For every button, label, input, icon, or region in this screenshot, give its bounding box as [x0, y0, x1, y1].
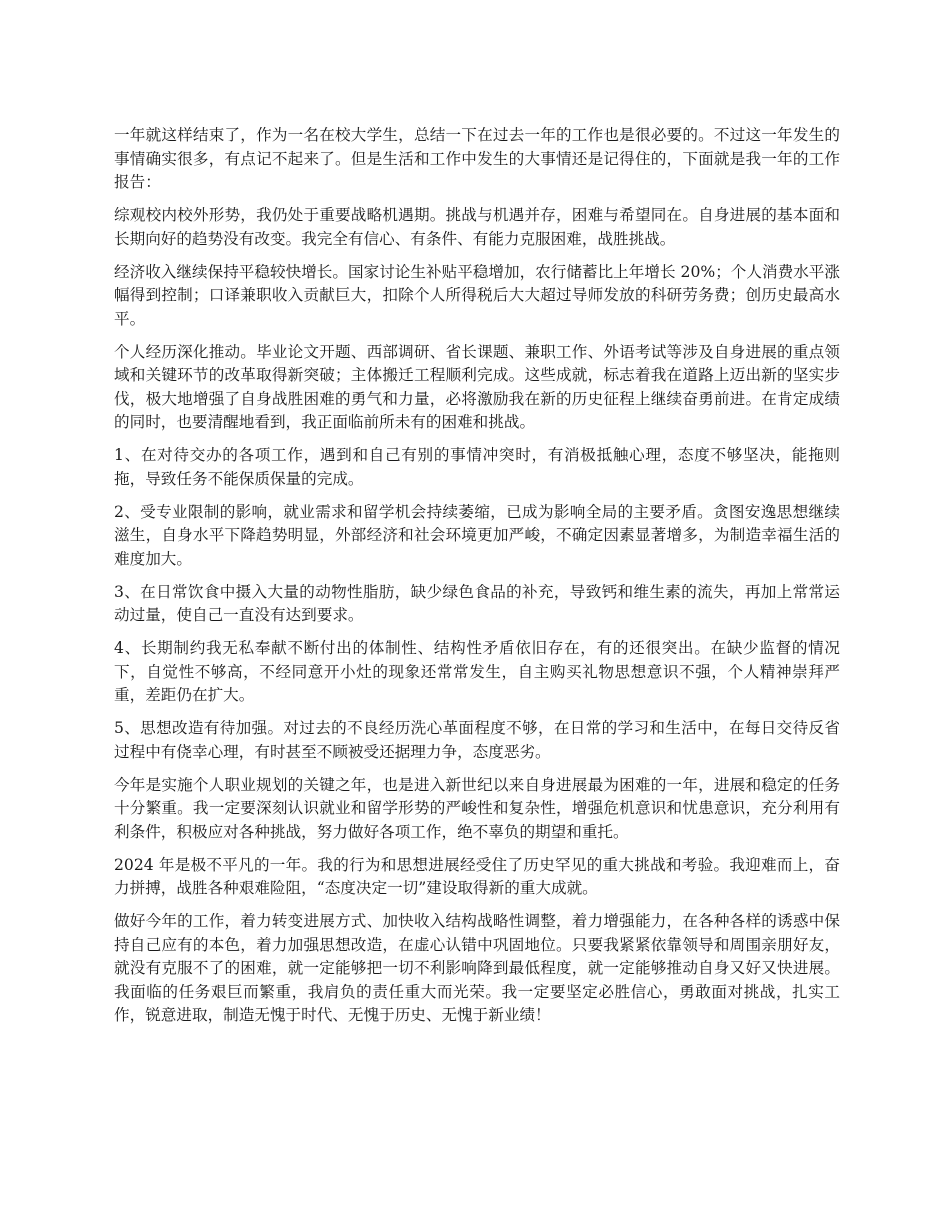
paragraph-issue-1: 1、在对待交办的各项工作，遇到和自己有别的事情冲突时，有消极抵触心理，态度不够坚决，能拖则拖，导致任务不能保质保量的完成。	[114, 446, 840, 488]
paragraph-intro: 一年就这样结束了，作为一名在校大学生，总结一下在过去一年的工作也是很必要的。不过这一年发生的事情确实很多，有点记不起来了。但是生活和工作中发生的大事情还是记得住的，下面就是我一年的工作报告：	[114, 126, 840, 191]
paragraph-this-year: 今年是实施个人职业规划的关键之年，也是进入新世纪以来自身进展最为困难的一年，进展和稳定的任务十分繁重。我一定要深刻认识就业和留学形势的严峻性和复杂性，增强危机意识和忧患意识，充分利用有利条件，积极应对各种挑战，努力做好各项工作，绝不辜负的期望和重托。	[114, 775, 840, 841]
paragraph-income: 经济收入继续保持平稳较快增长。国家讨论生补贴平稳增加，农行储蓄比上年增长 20%；个人消费水平涨幅得到控制；口译兼职收入贡献巨大，扣除个人所得税后大大超过导师发放的科研劳务费；创历史最高水平。	[114, 262, 840, 328]
paragraph-situation: 综观校内校外形势，我仍处于重要战略机遇期。挑战与机遇并存，困难与希望同在。自身进展的基本面和长期向好的趋势没有改变。我完全有信心、有条件、有能力克服困难，战胜挑战。	[114, 206, 840, 248]
paragraph-2024: 2024 年是极不平凡的一年。我的行为和思想进展经受住了历史罕见的重大挑战和考验。我迎难而上，奋力拼搏，战胜各种艰难险阻，“态度决定一切”建设取得新的重大成就。	[114, 855, 840, 897]
paragraph-issue-4: 4、长期制约我无私奉献不断付出的体制性、结构性矛盾依旧存在，有的还很突出。在缺少监督的情况下，自觉性不够高，不经同意开小灶的现象还常常发生，自主购买礼物思想意识不强，个人精神崇拜严重，差距仍在扩大。	[114, 639, 840, 704]
paragraph-conclusion: 做好今年的工作，着力转变进展方式、加快收入结构战略性调整，着力增强能力，在各种各样的诱惑中保持自己应有的本色，着力加强思想改造，在虚心认错中巩固地位。只要我紧紧依靠领导和周围亲朋好友，就没有克服不了的困难，就一定能够把一切不利影响降到最低程度，就一定能够推动自身又好又快进展。我面临的任务艰巨而繁重，我肩负的责任重大而光荣。我一定要坚定必胜信心，勇敢面对挑战，扎实工作，锐意进取，制造无愧于时代、无愧于历史、无愧于新业绩！	[114, 912, 840, 1024]
paragraph-issue-5: 5、思想改造有待加强。对过去的不良经历洗心革面程度不够，在日常的学习和生活中，在每日交待反省过程中有侥幸心理，有时甚至不顾被受还据理力争，态度恶劣。	[114, 719, 840, 761]
paragraph-experience: 个人经历深化推动。毕业论文开题、西部调研、省长课题、兼职工作、外语考试等涉及自身进展的重点领域和关键环节的改革取得新突破；主体搬迁工程顺利完成。这些成就，标志着我在道路上迈出新的坚实步伐，极大地增强了自身战胜困难的勇气和力量，必将激励我在新的历史征程上继续奋勇前进。在肯定成绩的同时，也要清醒地看到，我正面临前所未有的困难和挑战。	[114, 342, 840, 431]
paragraph-issue-2: 2、受专业限制的影响，就业需求和留学机会持续萎缩，已成为影响全局的主要矛盾。贪图安逸思想继续滋生，自身水平下降趋势明显，外部经济和社会环境更加严峻，不确定因素显著增多，为制造幸福生活的难度加大。	[114, 502, 840, 568]
paragraph-issue-3: 3、在日常饮食中摄入大量的动物性脂肪，缺少绿色食品的补充，导致钙和维生素的流失，再加上常常运动过量，使自己一直没有达到要求。	[114, 582, 840, 624]
document-body	[114, 124, 840, 1037]
